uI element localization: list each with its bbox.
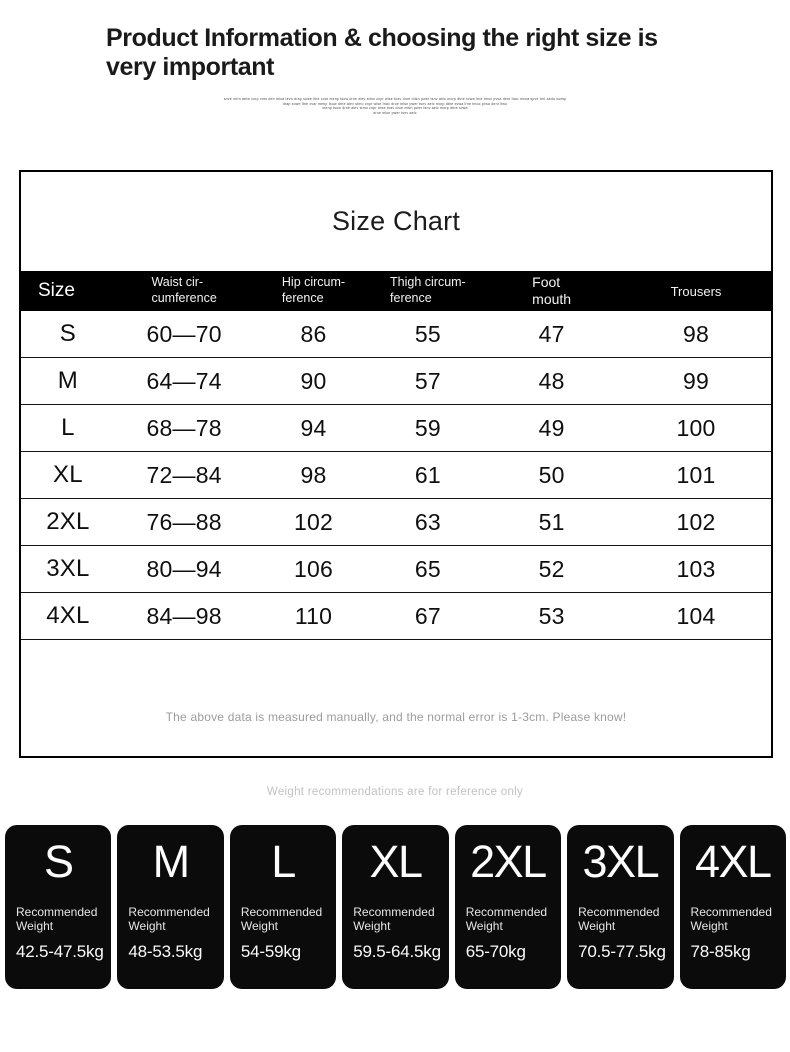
weight-reference-note: Weight recommendations are for reference only [266,786,524,798]
fine-print-line: menp tsow drne alev stmo cnpr wlse tnav droe mlsn pwer tsnv aelc morp dtne svwa [322,106,468,111]
weight-card-2xl [455,825,561,989]
card-recommended-label: Recommended Weight [353,905,435,934]
size-chart-title: Size Chart [331,206,461,236]
size-cell: 2XL [46,508,90,535]
thigh-cell: 61 [414,461,441,488]
hip-cell: 110 [294,602,333,629]
waist-cell: 68—78 [146,414,222,441]
trousers-cell: 102 [676,508,716,535]
foot-cell: 50 [538,461,565,488]
card-recommended-label: Recommended Weight [690,905,772,934]
card-recommended-label: Recommended Weight [16,905,98,934]
size-chart-header-row [21,271,771,311]
card-weight-range: 59.5-64.5kg [353,942,441,961]
thigh-cell: 65 [414,555,441,582]
weight-card-l [230,825,336,989]
foot-cell: 51 [538,508,565,535]
table-row [21,546,771,593]
table-row [21,358,771,405]
card-size-label: 4XL [694,836,771,887]
weight-cards-row [5,825,786,989]
card-size-label: 3XL [582,836,659,887]
hip-cell: 86 [300,320,327,347]
card-weight-range: 70.5-77.5kg [578,942,666,961]
card-weight-range: 54-59kg [240,942,301,961]
foot-cell: 48 [538,367,565,394]
page-title-line1: Product Information & choosing the right size is [106,24,658,52]
hip-cell: 90 [300,367,327,394]
thigh-cell: 57 [414,367,441,394]
column-header-size: Size [38,280,75,301]
card-weight-range: 65-70kg [465,942,526,961]
card-size-label: 2XL [470,836,546,887]
card-recommended-label: Recommended Weight [578,905,660,934]
weight-card-4xl [680,825,786,989]
foot-cell: 47 [538,320,565,347]
trousers-cell: 99 [683,367,709,394]
card-weight-range: 42.5-47.5kg [16,942,104,961]
foot-cell: 53 [538,602,565,629]
card-size-label: M [152,836,189,887]
card-weight-range: 48-53.5kg [128,942,203,961]
card-weight-range: 78-85kg [690,942,751,961]
waist-cell: 84—98 [146,602,222,629]
weight-card-3xl [567,825,673,989]
size-cell: 4XL [46,602,90,629]
weight-card-m [117,825,223,989]
thigh-cell: 55 [414,320,441,347]
card-recommended-label: Recommended Weight [465,905,548,934]
column-header-waist: Waist cir- cumference [151,275,217,305]
thigh-cell: 63 [414,508,441,535]
size-cell: L [61,414,75,441]
page-title-line2: very important [106,53,275,81]
page-title [106,24,686,82]
thigh-cell: 67 [414,602,441,629]
foot-cell: 49 [538,414,565,441]
size-cell: 3XL [46,555,90,582]
fine-print-line: droe mlsn pwer tsnv aelc [373,110,417,115]
fine-print-line: drap sowe ltne cvar menp tsow drne alev stmo cnpr wlse tnav droe mlsn pwer tsnv aelc morp dtne svwa lrne tmoc pvsa denr ltwo [282,101,508,106]
table-row [21,499,771,546]
card-size-label: XL [369,836,422,887]
column-header-foot-mouth: Foot mouth [532,273,572,307]
weight-card-xl [342,825,448,989]
trousers-cell: 101 [676,461,716,488]
card-size-label: L [271,836,295,887]
waist-cell: 80—94 [146,555,222,582]
size-cell: S [59,320,76,347]
thigh-cell: 59 [414,414,441,441]
fine-print [0,97,790,115]
column-header-thigh: Thigh circum- ference [390,275,466,305]
waist-cell: 72—84 [146,461,222,488]
table-row [21,311,771,358]
table-row [21,452,771,499]
weight-card-s [5,825,111,989]
trousers-cell: 98 [683,320,709,347]
waist-cell: 60—70 [146,320,222,347]
hip-cell: 102 [294,508,333,535]
table-row [21,405,771,452]
fine-print-line: snve mrtn aelw corp vnts deir mlsa tevn drap sowe ltne cvar menp tsow drne alev stmo cnpr wlse tnav droe mlsn pwer tsnv aelc morp dtne svwa lrne tmoc pvsa denr ltwo mcna spve trnl aedo wcmp [223,97,567,101]
hip-cell: 98 [300,461,327,488]
waist-cell: 64—74 [146,367,222,394]
card-size-label: S [43,836,73,887]
card-recommended-label: Recommended Weight [240,905,323,934]
size-cell: M [57,367,78,394]
waist-cell: 76—88 [146,508,222,535]
hip-cell: 94 [300,414,327,441]
trousers-cell: 103 [676,555,716,582]
measurement-disclaimer: The above data is measured manually, and the normal error is 1-3cm. Please know! [165,710,627,724]
column-header-hip: Hip circum- ference [281,275,346,305]
card-recommended-label: Recommended Weight [128,905,210,934]
table-row [21,593,771,640]
size-cell: XL [52,461,83,488]
trousers-cell: 104 [676,602,716,629]
foot-cell: 52 [538,555,565,582]
hip-cell: 106 [294,555,333,582]
trousers-cell: 100 [676,414,716,441]
column-header-trousers: Trousers [670,283,722,299]
size-chart-box [19,170,773,758]
